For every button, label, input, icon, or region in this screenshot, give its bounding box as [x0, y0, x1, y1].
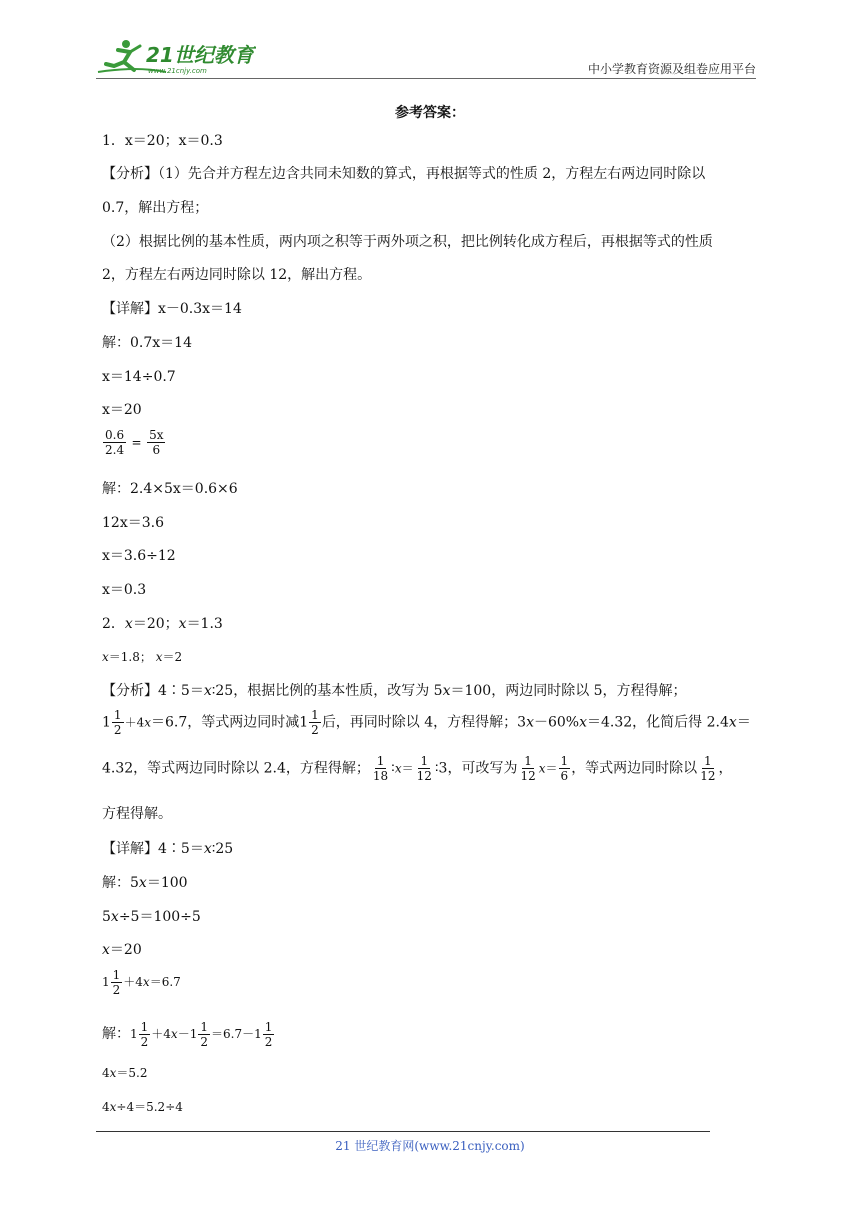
q2-step: 解：5x＝100: [102, 875, 188, 891]
fraction: $\frac{1}{2}$: [200, 1020, 208, 1049]
q1-step: x＝20: [102, 402, 142, 418]
q2-analysis-4: 方程得解。: [102, 806, 172, 822]
q2-step: 1 $\frac{1}{2}$ ＋4x＝6.7: [102, 968, 181, 997]
fraction: $\frac{1}{2}$: [112, 968, 121, 997]
fraction: $\frac{1}{12}$: [416, 754, 432, 783]
svg-text:21世纪教育: 21世纪教育: [146, 43, 254, 67]
fraction: $\frac{5x}{6}$: [149, 428, 164, 457]
q2-step: 4x＝5.2: [102, 1066, 148, 1080]
fraction: $\frac{1}{6}$: [560, 754, 569, 783]
q2-detail: 【详解】4∶5＝x∶25: [102, 841, 234, 857]
q1-step: 解：2.4×5x＝0.6×6: [102, 481, 238, 497]
runner-logo-icon: [96, 36, 256, 78]
footer-divider: [96, 1131, 710, 1132]
q1-detail: 【详解】x－0.3x＝14: [102, 301, 242, 317]
q2-analysis-2: 1 $\frac{1}{2}$ ＋4x＝6.7，等式两边同时减1 $\frac{1}{2}$ 后，再同时除以 4，方程得解；3x－60%x＝4.32，化简后得 2.4x＝: [102, 708, 751, 737]
platform-label: 中小学教育资源及组卷应用平台: [587, 62, 756, 76]
q1-analysis-1: 【分析】（1）先合并方程左边含共同未知数的算式，再根据等式的性质 2，方程左右两边同时除以: [102, 166, 706, 182]
q2-step: x＝20: [102, 942, 142, 958]
q1-analysis-2: 0.7，解出方程；: [102, 200, 209, 216]
footer-link[interactable]: 21 世纪教育网(www.21cnjy.com): [335, 1139, 525, 1153]
q2-analysis-3: 4.32，等式两边同时除以 2.4，方程得解； $\frac{1}{18}$ ∶x＝ $\frac{1}{12}$ ∶3，可改写为 $\frac{1}{12}$ x＝ $\frac{1}{6}$ ，等式两边同时除以 $\frac{1}{12}$ ，: [102, 754, 733, 783]
fraction: $\frac{1}{2}$: [113, 708, 122, 737]
fraction: $\frac{1}{2}$: [140, 1020, 149, 1049]
q2-answer: 2．x＝20；x＝1.3: [102, 616, 223, 632]
q2-answer-2: x＝1.8； x＝2: [102, 650, 183, 664]
q1-proportion: $\frac{0.6}{2.4}$ = $\frac{5x}{6}$: [105, 428, 164, 457]
q2-step: 解：1 $\frac{1}{2}$ ＋4x－1 $\frac{1}{2}$ ＝6.7－1 $\frac{1}{2}$: [102, 1020, 273, 1049]
fraction: $\frac{1}{2}$: [264, 1020, 273, 1049]
q1-step: 12x＝3.6: [102, 515, 164, 531]
fraction: $\frac{1}{2}$: [311, 708, 319, 737]
svg-text:www.21cnjy.com: www.21cnjy.com: [148, 67, 207, 75]
q1-analysis-3: （2）根据比例的基本性质，两内项之积等于两外项之积，把比例转化成方程后，再根据等式的性质: [102, 234, 713, 250]
fraction: $\frac{1}{12}$: [700, 754, 716, 783]
q1-answer: 1．x＝20；x＝0.3: [102, 133, 223, 149]
q1-analysis-4: 2，方程左右两边同时除以 12，解出方程。: [102, 267, 372, 283]
q1-step: x＝0.3: [102, 582, 147, 598]
fraction: $\frac{1}{18}$: [372, 754, 389, 783]
page-title: 参考答案：: [395, 105, 465, 121]
header-divider: [96, 78, 756, 79]
q1-step: x＝14÷0.7: [102, 369, 176, 385]
q1-step: x＝3.6÷12: [102, 548, 176, 564]
q2-step: 4x÷4＝5.2÷4: [102, 1100, 183, 1114]
site-logo: [96, 36, 256, 78]
q2-analysis-1: 【分析】4∶5＝x∶25，根据比例的基本性质，改写为 5x＝100，两边同时除以 5，方程得解；: [102, 683, 687, 699]
q1-step: 解：0.7x＝14: [102, 335, 192, 351]
fraction: $\frac{1}{12}$: [520, 754, 536, 783]
fraction: $\frac{0.6}{2.4}$: [105, 428, 125, 457]
q2-step: 5x÷5＝100÷5: [102, 909, 201, 925]
